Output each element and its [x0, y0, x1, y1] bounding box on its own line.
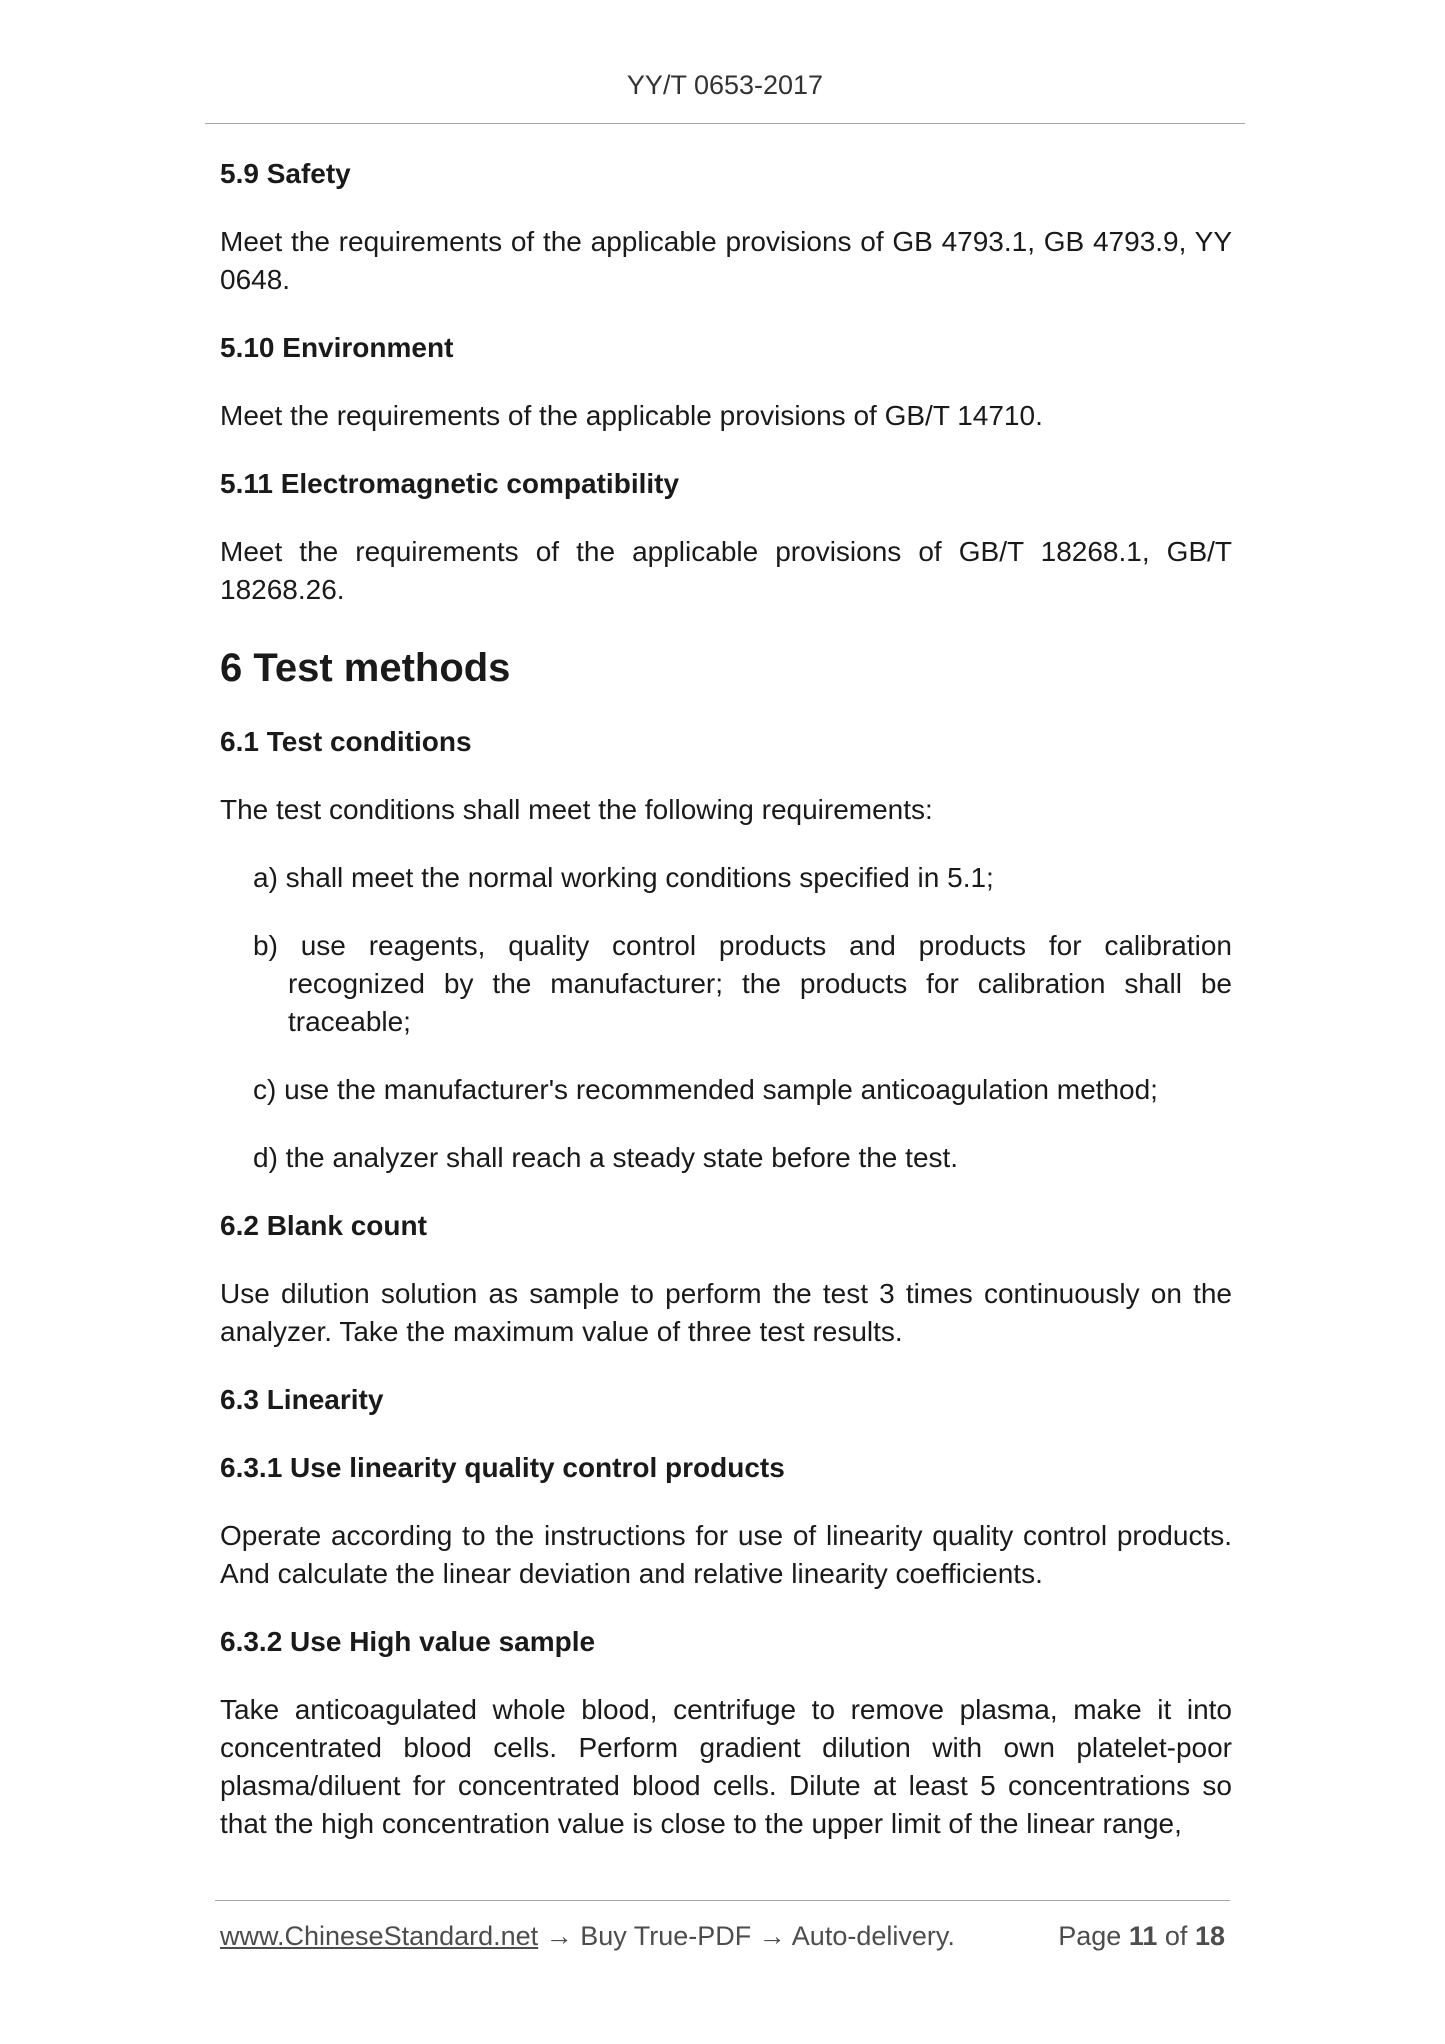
list-item: c) use the manufacturer's recommended sample anticoagulation method;	[253, 1074, 1158, 1105]
list-item: b) use reagents, quality control products and products for calibration recognized by the manufacturer; the products for calibration shall be traceable;	[253, 930, 1232, 1037]
page-header: YY/T 0653-2017	[626, 70, 824, 100]
page-content	[220, 155, 1232, 1843]
section-6-3-2-text: Take anticoagulated whole blood, centrifuge to remove plasma, make it into concentrated blood cells. Perform gradient dilution with own platelet-poor plasma/diluent for concentrated blood cells. Dilute at least 5 concentrations so that the high concentration value is close to the upper limit of the linear range,	[220, 1694, 1232, 1839]
arrow-right-icon: →	[758, 1921, 786, 1951]
section-6-1-intro: The test conditions shall meet the following requirements:	[220, 794, 933, 825]
page-label: Page	[1058, 1921, 1122, 1951]
section-6-2-text: Use dilution solution as sample to perform the test 3 times continuously on the analyzer. Take the maximum value of three test results.	[220, 1278, 1232, 1347]
page-total: 18	[1194, 1921, 1225, 1951]
section-5-11-title: 5.11 Electromagnetic compatibility	[220, 468, 680, 499]
section-5-9-title: 5.9 Safety	[220, 158, 351, 189]
list-item: d) the analyzer shall reach a steady state before the test.	[253, 1142, 959, 1173]
of-label: of	[1164, 1921, 1188, 1951]
buy-true-pdf-text: Buy True-PDF	[580, 1921, 752, 1951]
arrow-right-icon: →	[545, 1921, 573, 1951]
site-link[interactable]: www.ChineseStandard.net	[220, 1921, 539, 1951]
header-divider	[205, 123, 1245, 124]
section-5-9-text: Meet the requirements of the applicable provisions of GB 4793.1, GB 4793.9, YY 0648.	[220, 226, 1232, 295]
section-6-3-2-title: 6.3.2 Use High value sample	[220, 1626, 596, 1657]
section-6-1-title: 6.1 Test conditions	[220, 726, 472, 757]
section-5-11-text: Meet the requirements of the applicable provisions of GB/T 18268.1, GB/T 18268.26.	[220, 536, 1232, 605]
section-5-10-text: Meet the requirements of the applicable provisions of GB/T 14710.	[220, 400, 1043, 431]
section-6-2-title: 6.2 Blank count	[220, 1210, 427, 1241]
section-6-title: 6 Test methods	[220, 646, 511, 690]
list-item: a) shall meet the normal working conditions specified in 5.1;	[253, 862, 994, 893]
section-6-3-1-text: Operate according to the instructions for use of linearity quality control products. And calculate the linear deviation and relative linearity coefficients.	[220, 1520, 1232, 1589]
page-footer	[220, 1918, 1225, 1954]
page-current: 11	[1128, 1921, 1158, 1951]
section-6-3-title: 6.3 Linearity	[220, 1384, 384, 1415]
page-indicator	[1058, 1918, 1225, 1954]
footer-divider	[215, 1900, 1230, 1901]
section-6-3-1-title: 6.3.1 Use linearity quality control products	[220, 1452, 785, 1483]
auto-delivery-text: Auto-delivery.	[791, 1921, 955, 1951]
section-5-10-title: 5.10 Environment	[220, 332, 454, 363]
